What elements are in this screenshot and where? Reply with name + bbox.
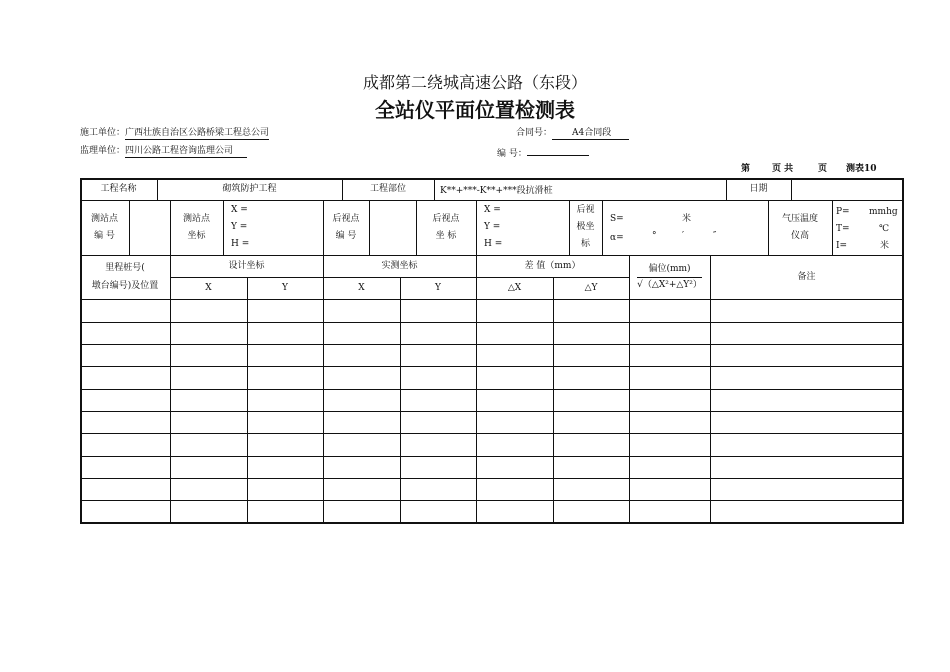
grid-line [129,200,130,255]
table-row-line [80,456,903,457]
grid-line [832,200,833,255]
table-row-line [80,322,903,323]
deviation-label: 偏位(mm) √（△X²+△Y²） [629,255,710,299]
s-label: S= [610,214,624,224]
station-xyz: X = Y = H = [231,205,250,249]
supervisor-label: 监理单位： [80,146,126,156]
project-name-value: 砌筑防护工程 [222,183,277,194]
diff-y-label: △Y [584,282,598,293]
table-border-right [902,178,904,524]
station-no-label: 测站点 编 号 [90,213,118,241]
atmos-label: 气压温度 仪高 [781,213,818,241]
contractor-label: 施工单位： [80,128,126,138]
table-row-line [80,344,903,345]
min-mark: ′ [682,231,685,241]
design-coord-label: 设计坐标 [228,260,265,271]
station-coord-label: 测站点 坐标 [182,213,210,241]
grid-line [434,178,435,200]
serial-line [497,145,589,160]
page-unit: 页 [818,164,828,174]
design-y-label: Y [282,282,288,293]
measured-x-label: X [358,282,365,293]
p-label: P= [836,207,850,217]
grid-line [476,299,477,522]
chainage-label: 里程桩号( 墩台编号)及位置 [91,263,159,291]
table-row-line [80,389,903,390]
i-unit: 米 [880,241,890,251]
table-border-bottom [80,522,903,524]
grid-line [223,200,224,255]
p-unit: mmhg [869,207,898,217]
grid-line [170,299,171,522]
location-value: K**+***-K**+***段抗滑桩 [440,185,553,196]
grid-line [400,299,401,522]
grid-line [791,178,792,200]
table-row-line [80,433,903,434]
i-label: I= [836,241,848,251]
measured-y-label: Y [435,282,441,293]
grid-line [553,299,554,522]
s-unit: 米 [682,214,692,224]
grid-line [710,299,711,522]
grid-line [323,299,324,522]
diff-x-label: △X [507,282,522,293]
table-row-line [80,500,903,501]
grid-line [369,200,370,255]
backsight-xyz: X = Y = H = [484,205,503,249]
table-row-line [80,366,903,367]
deg-mark: ° [652,231,657,241]
table-row-line [80,411,903,412]
remarks-label: 备注 [797,271,816,282]
date-label: 日期 [749,183,768,194]
grid-line [247,299,248,522]
location-label: 工程部位 [369,183,406,194]
contractor-line [80,127,269,140]
backsight-polar-label: 后视 极坐 标 [576,205,595,249]
contract-no-value: A4合同段 [552,127,629,140]
grid-line [629,299,630,522]
diff-label: 差 值（mm） [524,260,581,271]
measured-coord-label: 实测坐标 [381,260,418,271]
grid-line [476,200,477,255]
sec-mark: ″ [713,231,717,241]
page-total: 页 共 [772,164,794,174]
t-label: T= [836,224,850,234]
form-title: 全站仪平面位置检测表 [375,98,575,122]
contract-no-line [516,127,629,140]
contract-no-label: 合同号： [516,128,553,138]
serial-label: 编 号： [497,149,527,159]
t-unit: ℃ [879,224,890,234]
design-x-label: X [205,282,212,293]
page-first: 第 [741,164,751,174]
backsight-no-label: 后视点 编 号 [332,213,360,241]
serial-value [527,145,589,156]
supervisor-value: 四川公路工程咨询监理公司 [125,145,247,158]
project-title: 成都第二绕城高速公路（东段） [362,73,587,92]
table-row-line [80,478,903,479]
supervisor-line [80,145,247,158]
project-name-label: 工程名称 [100,183,137,194]
backsight-coord-label: 后视点 坐 标 [432,213,460,241]
alpha-label: α= [610,233,624,243]
grid-line [80,299,903,300]
contractor-value: 广西壮族自治区公路桥梁工程总公司 [125,128,270,138]
grid-line [602,200,603,255]
form-code: 测表10 [846,164,877,174]
